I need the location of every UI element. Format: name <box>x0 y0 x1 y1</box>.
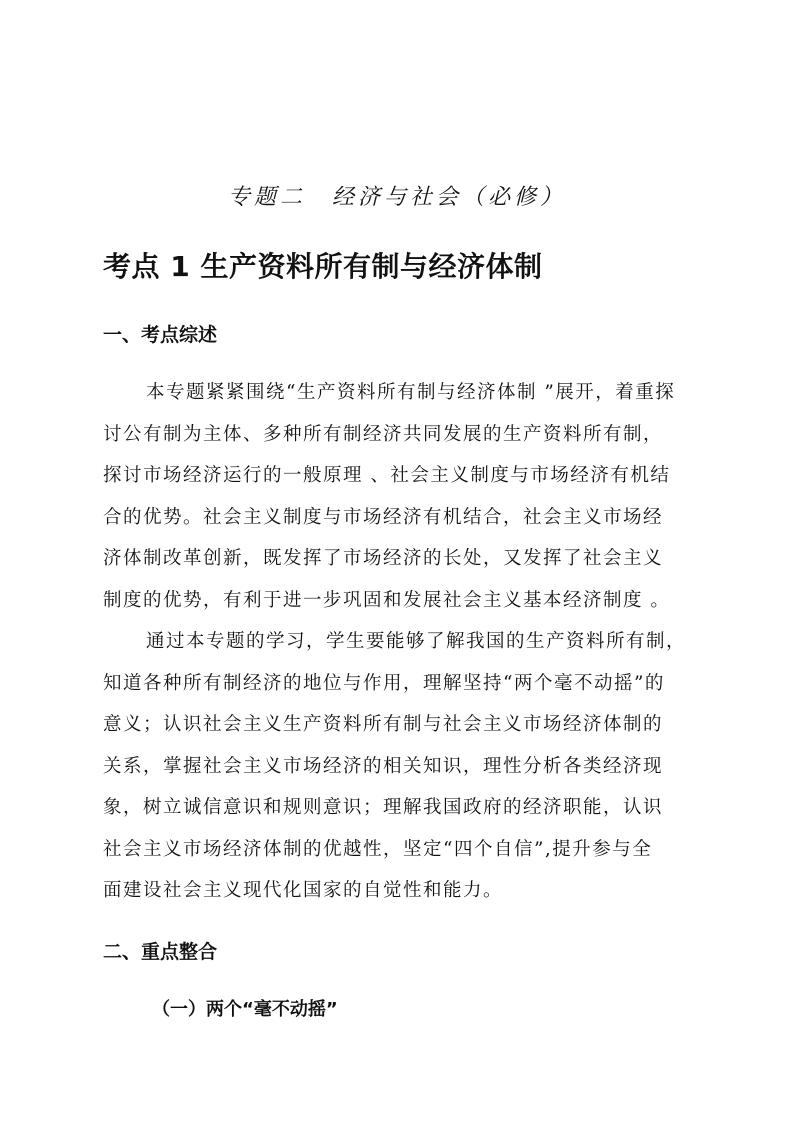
paragraph2-line: 象，树立诚信意识和规则意识；理解我国政府的经济职能，认识 <box>103 797 664 818</box>
paragraph1-line: 讨公有制为主体、多种所有制经济共同发展的生产资料所有制， <box>103 424 664 445</box>
paragraph1-line: 济体制改革创新，既发挥了市场经济的长处，又发挥了社会主义 <box>103 548 664 569</box>
paragraph2-line: 面建设社会主义现代化国家的自觉性和能力。 <box>103 880 504 901</box>
paragraph2-line: 通过本专题的学习，学生要能够了解我国的生产资料所有制， <box>146 631 687 652</box>
paragraph1-line: 本专题紧紧围绕“生产资料所有制与经济体制 ”展开，着重探 <box>146 382 676 403</box>
topic-title: 专题二 经济与社会（必修） <box>227 185 566 210</box>
section-heading-overview: 一、考点综述 <box>103 324 218 346</box>
paragraph2-line: 关系，掌握社会主义市场经济的相关知识，理性分析各类经济现 <box>103 756 664 777</box>
paragraph1-line: 制度的优势，有利于进一步巩固和发展社会主义基本经济制度 。 <box>103 590 671 611</box>
point-title: 考点 1 生产资料所有制与经济体制 <box>103 250 543 283</box>
section-heading-integration: 二、重点整合 <box>103 941 218 963</box>
paragraph2-line: 意义；认识社会主义生产资料所有制与社会主义市场经济体制的 <box>103 714 664 735</box>
paragraph2-line: 社会主义市场经济体制的优越性，坚定“四个自信”,提升参与全 <box>103 839 653 860</box>
paragraph1-line: 合的优势。社会主义制度与市场经济有机结合，社会主义市场经 <box>103 507 664 528</box>
paragraph1-line: 探讨市场经济运行的一般原理 、社会主义制度与市场经济有机结 <box>103 465 671 486</box>
subsection-heading: （一）两个“毫不动摇” <box>152 999 338 1020</box>
paragraph2-line: 知道各种所有制经济的地位与作用，理解坚持“两个毫不动摇”的 <box>103 673 665 694</box>
